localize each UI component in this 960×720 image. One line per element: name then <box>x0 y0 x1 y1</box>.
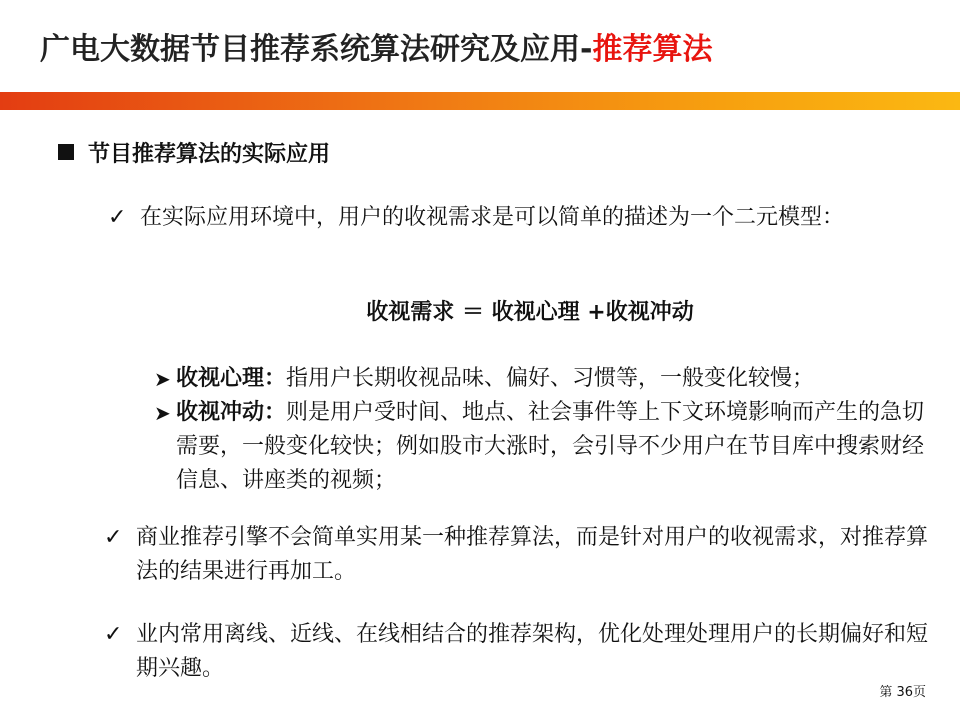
formula: 收视需求 ＝ 收视心理 +收视冲动 <box>366 300 694 325</box>
definition-term: 收视心理： <box>176 366 287 391</box>
header-gradient-bar <box>0 92 960 110</box>
checkmark-icon: ✓ <box>104 525 123 550</box>
section-heading <box>58 138 330 172</box>
list-item <box>104 521 940 589</box>
definition-term: 收视冲动： <box>176 400 287 425</box>
slide-title <box>40 28 712 72</box>
list-item-text: 业内常用离线、近线、在线相结合的推荐架构，优化处理处理用户的长期偏好和短期兴趣。 <box>136 622 929 681</box>
definition-desc: 指用户长期收视品味、偏好、习惯等，一般变化较慢； <box>286 366 815 391</box>
list-item-text: 商业推荐引擎不会简单实用某一种推荐算法，而是针对用户的收视需求，对推荐算法的结果进行再加工。 <box>136 525 929 584</box>
checkmark-icon: ✓ <box>104 622 123 647</box>
slide-title-accent: 推荐算法 <box>592 32 713 67</box>
list-item <box>104 618 940 686</box>
page-number: 第 36页 <box>879 685 926 700</box>
square-bullet-icon <box>58 144 74 160</box>
definition-item <box>154 396 944 498</box>
checkmark-icon: ✓ <box>108 205 127 230</box>
definition-desc: 则是用户受时间、地点、社会事件等上下文环境影响而产生的急切需要，一般变化较快；例如股市大涨时，会引导不少用户在节目库中搜索财经信息、讲座类的视频； <box>176 400 925 493</box>
arrow-bullet-icon: ➤ <box>154 401 171 425</box>
list-item <box>108 201 944 235</box>
slide-title-main: 广电大数据节目推荐系统算法研究及应用- <box>40 32 593 67</box>
section-heading-text: 节目推荐算法的实际应用 <box>88 142 331 167</box>
list-item-text: 在实际应用环境中，用户的收视需求是可以简单的描述为一个二元模型： <box>140 205 845 230</box>
definition-item <box>154 362 944 396</box>
arrow-bullet-icon: ➤ <box>154 367 171 391</box>
